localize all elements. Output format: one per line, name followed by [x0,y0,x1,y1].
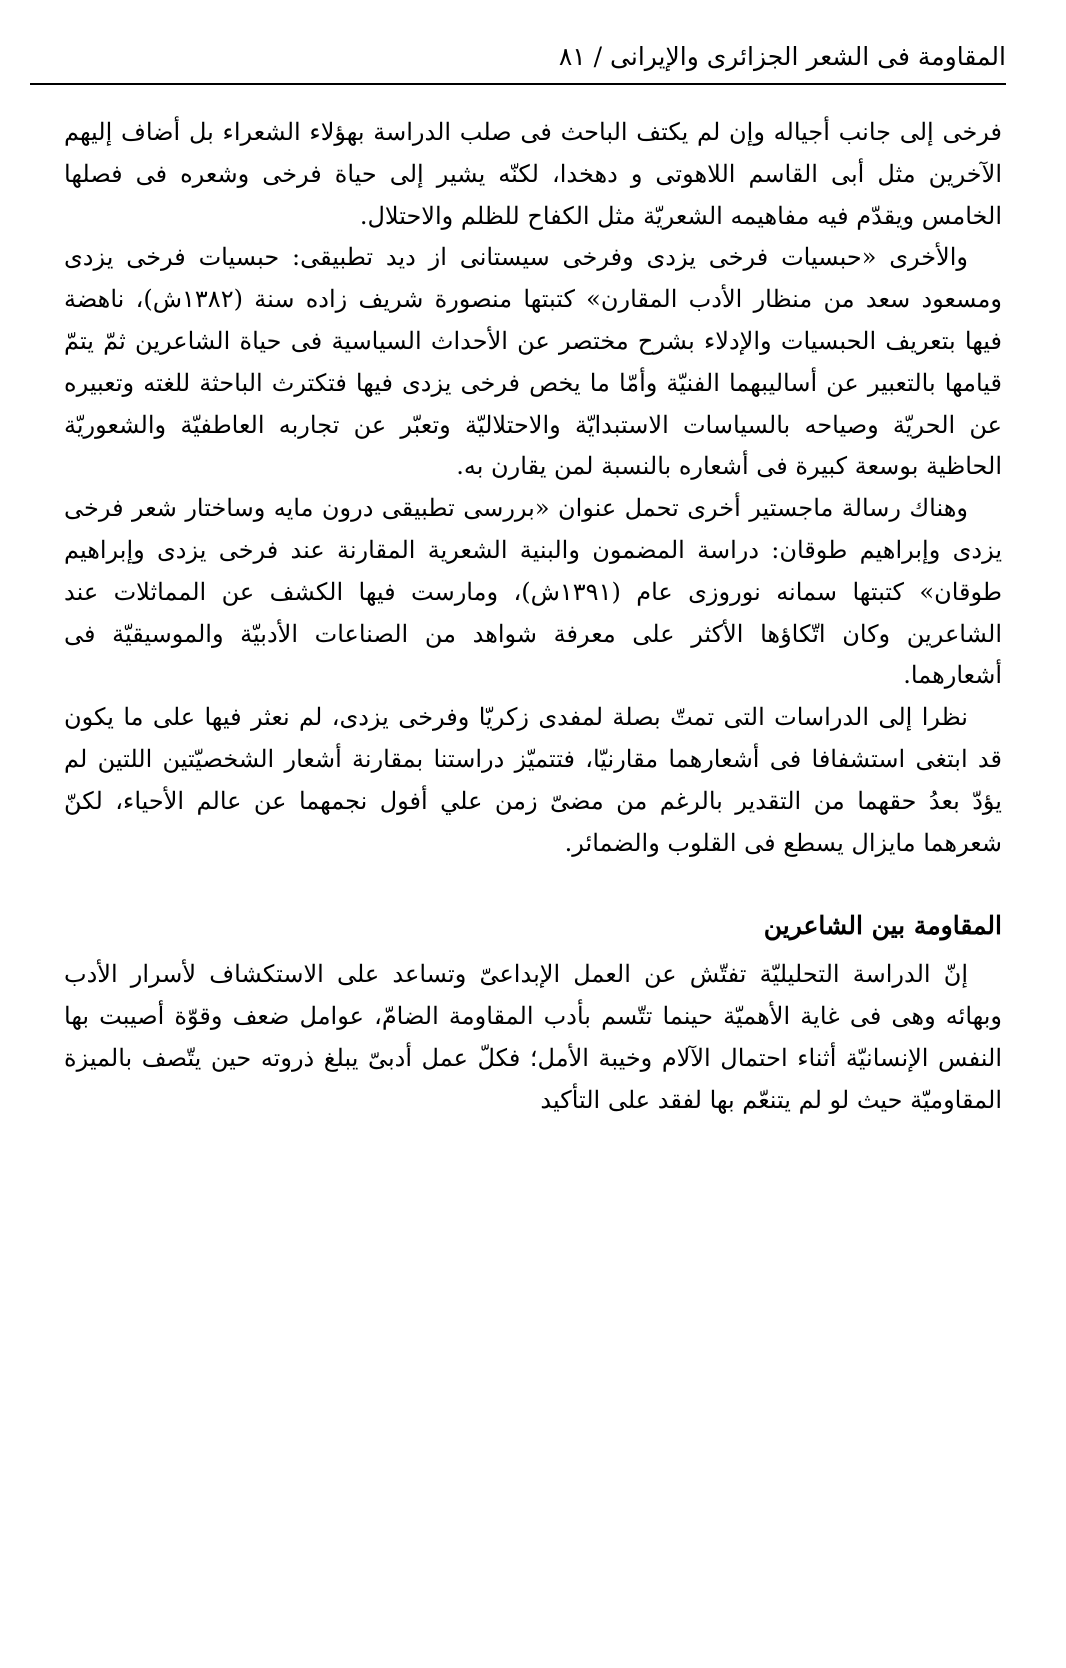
running-header: المقاومة فى الشعر الجزائرى والإيرانى / ٨١ [558,42,1006,71]
paragraph: نظرا إلى الدراسات التى تمتّ بصلة لمفدى زكريّا وفرخى يزدى، لم نعثر فيها على ما يكون قد ابتغى استشفافا فى أشعارهما مقارنيّا، فتتميّز دراستنا بمقارنة أشعار الشخصيّتين اللتين لم يؤدّ بعدُ حقهما من التقدير بالرغم من مضىّ زمن علي أفول نجمهما عن عالم الأحياء، لكنّ شعرهما مايزال يسطع فى القلوب والضمائر. [64,703,1002,857]
body-text [64,112,1002,1122]
section-heading: المقاومة بين الشاعرين [763,911,1002,941]
paragraph: وهناك رسالة ماجستير أخرى تحمل عنوان «بررسى تطبيقى درون مايه وساختار شعر فرخى يزدى وإبراهيم طوقان: دراسة المضمون والبنية الشعرية المقارنة عند فرخى يزدى وإبراهيم طوقان» كتبتها سمانه نوروزى عام (١٣٩١ش)، ومارست فيها الكشف عن المماثلات عند الشاعرين وكان اتّكاؤها الأكثر على معرفة شواهد من الصناعات الأدبيّة والموسيقيّة فى أشعارهما. [64,494,1002,690]
paragraph: والأخرى «حبسيات فرخى يزدى وفرخى سيستانى از ديد تطبيقى: حبسيات فرخى يزدى ومسعود سعد من منظار الأدب المقارن» كتبتها منصورة شريف زاده سنة (١٣٨٢ش)، ناهضة فيها بتعريف الحبسيات والإدلاء بشرح مختصر عن الأحداث السياسية فى حياة الشاعرين ثمّ يتمّ قيامها بالتعبير عن أساليبهما الفنيّة وأمّا ما يخص فرخى يزدى فيها فتكترث الباحثة للغته وتعبيره عن الحريّة وصياحه بالسياسات الاستبدايّة والاحتلاليّة وتعبّر عن تجاربه العاطفيّة والشعوريّة الحاظية بوسعة كبيرة فى أشعاره بالنسبة لمن يقارن به. [64,243,1002,481]
paragraph: إنّ الدراسة التحليليّة تفتّش عن العمل الإبداعىّ وتساعد على الاستكشاف لأسرار الأدب وبهائه وهى فى غاية الأهميّة حينما تتّسم بأدب المقاومة الضامّ، عوامل ضعف وقوّة أصيبت بها النفس الإنسانيّة أثناء احتمال الآلام وخيبة الأمل؛ فكلّ عمل أدبىّ يبلغ ذروته حين يتّصف بالميزة المقاوميّة حيث لو لم يتنعّم بها لفقد على التأكيد [64,960,1003,1114]
header-rule [30,83,1006,85]
paragraph: فرخى إلى جانب أجياله وإن لم يكتف الباحث فى صلب الدراسة بهؤلاء الشعراء بل أضاف إليهم الآخرين مثل أبى القاسم اللاهوتى و دهخدا، لكنّه يشير إلى حياة فرخى وشعره فى فصلها الخامس ويقدّم فيه مفاهيمه الشعريّة مثل الكفاح للظلم والاحتلال. [64,118,1002,230]
